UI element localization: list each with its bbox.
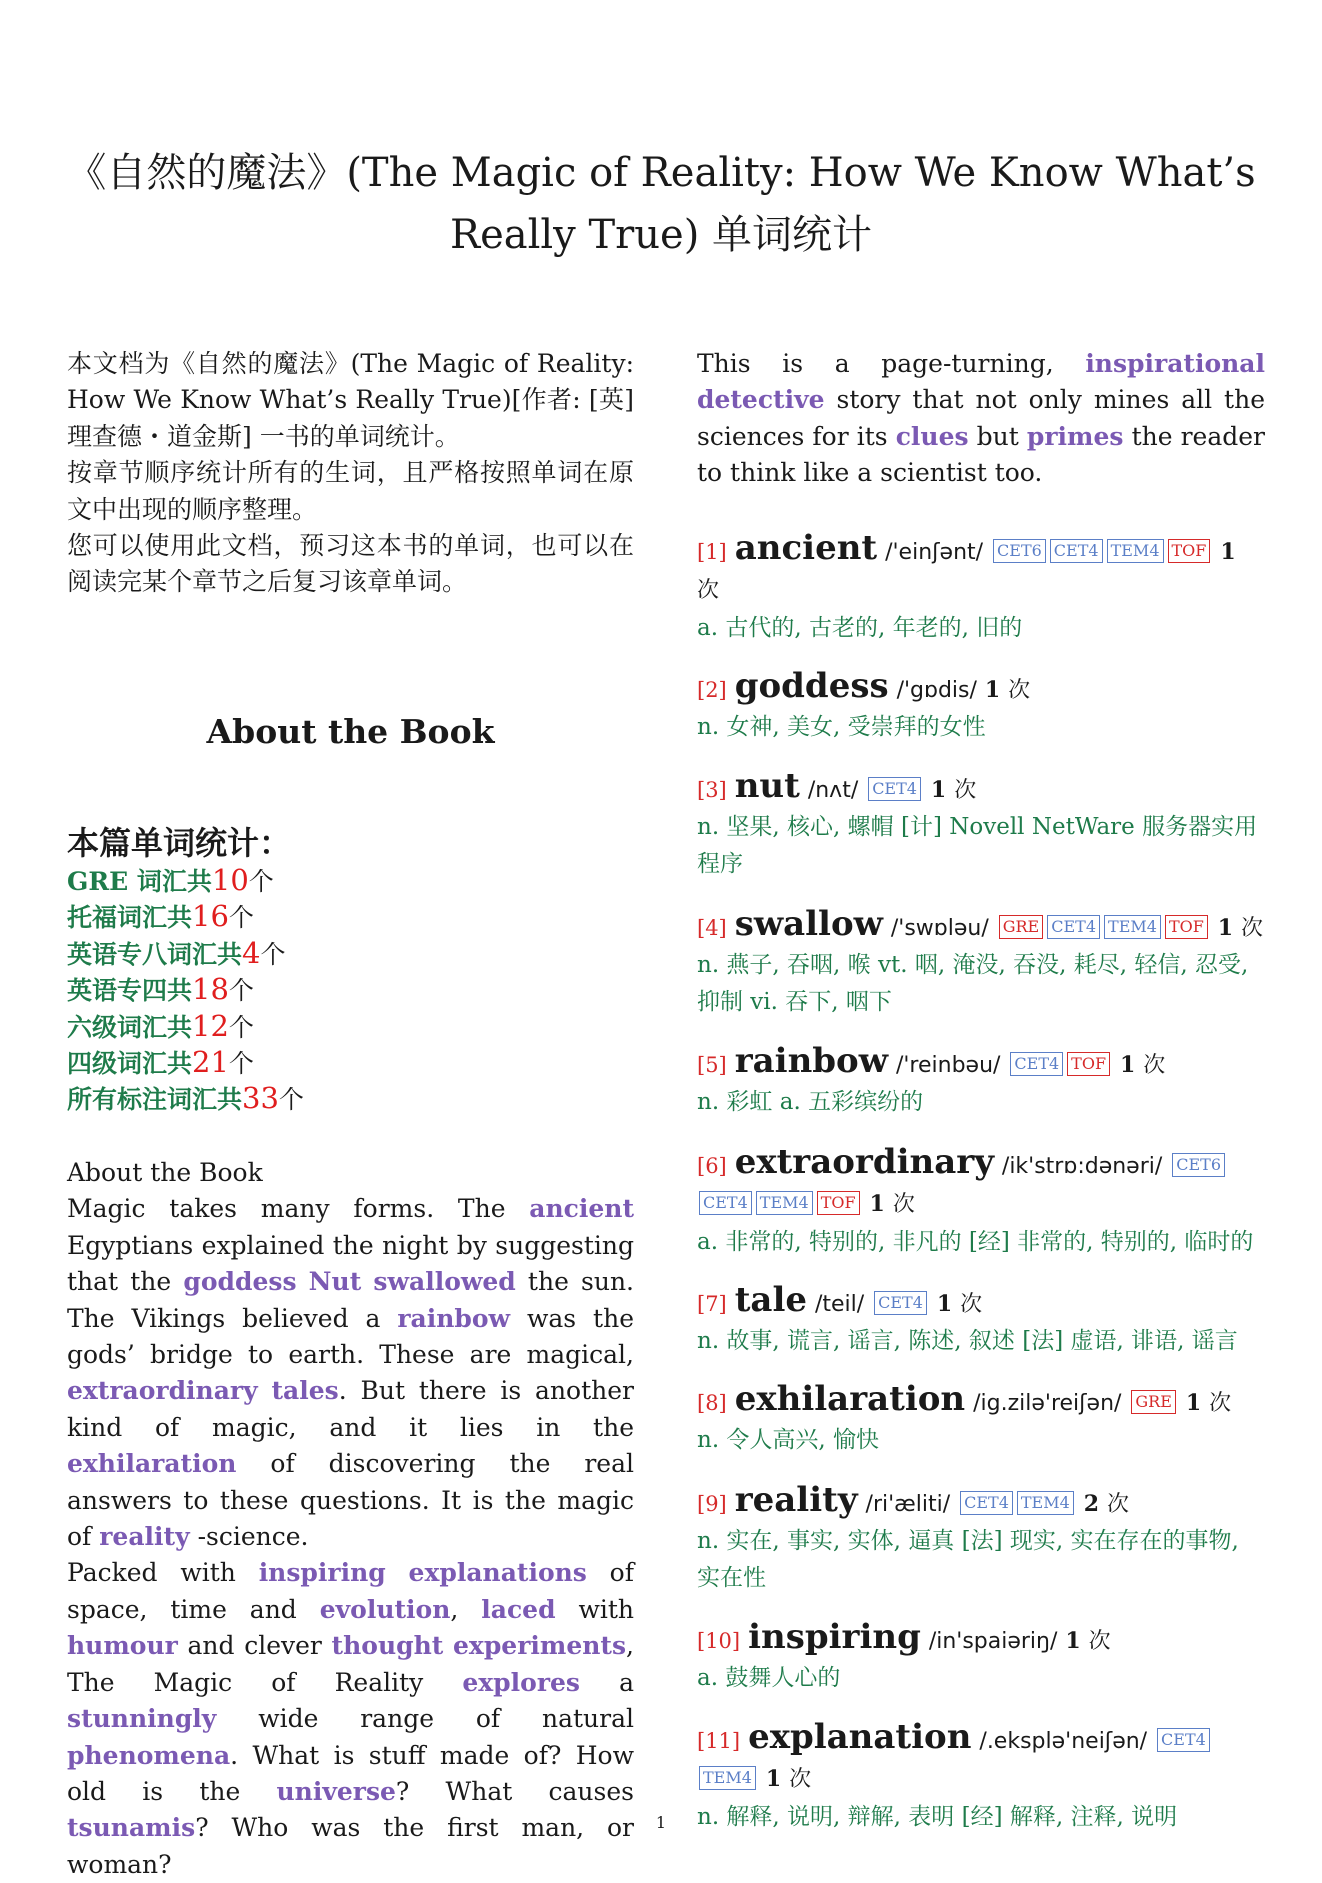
- entry-times-label: 次: [1008, 678, 1031, 703]
- exam-tag-badge: CET4: [1047, 915, 1100, 939]
- entry-word: ancient: [734, 528, 878, 568]
- highlighted-word: universe: [276, 1776, 396, 1806]
- text-run: wide range of natural: [216, 1704, 634, 1734]
- vocab-entry-head: [697, 1282, 1265, 1323]
- entry-definition: n. 燕子, 吞咽, 喉 vt. 咽, 淹没, 吞没, 耗尽, 轻信, 忍受, 抑制 vi. 吞下, 咽下: [697, 952, 1249, 1015]
- text-run: the reader to think like a scientist too.: [697, 421, 1265, 488]
- exam-tag-badge: CET4: [1157, 1728, 1210, 1752]
- text-run: ? Who was the first man, or woman?: [67, 1813, 634, 1879]
- entry-count: 1: [1220, 539, 1236, 565]
- text-run: of space, time and: [67, 1558, 634, 1624]
- entry-phonetic: /in'spaiəriŋ/: [928, 1629, 1058, 1654]
- entry-index: [6]: [697, 1154, 727, 1178]
- entry-definition: n. 坚果, 核心, 螺帽 [计] Novell NetWare 服务器实用程序: [697, 814, 1258, 877]
- entry-index: [11]: [697, 1729, 741, 1753]
- vocab-entry: [697, 1144, 1265, 1260]
- entry-count: 1: [930, 777, 947, 803]
- entry-phonetic: /ri'æliti/: [865, 1492, 951, 1517]
- text-run: . What is stuff made of? How old is the: [67, 1740, 634, 1806]
- vocab-entry-head: [697, 530, 1265, 610]
- entry-word: exhilaration: [734, 1379, 966, 1419]
- body-heading: About the Book: [67, 1158, 263, 1187]
- page-number: 1: [655, 1813, 667, 1832]
- entry-index: [9]: [697, 1492, 727, 1516]
- entry-phonetic: /.eksplə'neiʃən/: [979, 1729, 1148, 1754]
- stat-label: 四级词汇共: [67, 1048, 193, 1078]
- body-paragraph-1: [67, 1191, 634, 1555]
- entry-definition: n. 解释, 说明, 辩解, 表明 [经] 解释, 注释, 说明: [697, 1803, 1178, 1830]
- intro-line-3: 您可以使用此文档，预习这本书的单词，也可以在阅读完某个章节之后复习该章单词。: [67, 531, 634, 597]
- entry-times-label: 次: [789, 1767, 812, 1793]
- entry-times-label: 次: [1107, 1492, 1130, 1517]
- entry-times-label: 次: [954, 778, 977, 803]
- entry-definition: n. 彩虹 a. 五彩缤纷的: [697, 1089, 924, 1116]
- stat-num: 10: [211, 863, 249, 897]
- vocab-entry-head: [697, 906, 1265, 947]
- stat-unit: 个: [248, 867, 274, 896]
- entry-index: [3]: [697, 778, 727, 802]
- text-run: [386, 1558, 409, 1587]
- about-heading: About the Book: [206, 712, 495, 751]
- vocab-entry-head: [697, 1719, 1265, 1799]
- vocab-entry: [697, 768, 1265, 882]
- entry-word: inspiring: [748, 1617, 921, 1657]
- text-run: Egyptians explained the night by suggesting that the: [67, 1230, 634, 1297]
- right-intro: [697, 346, 1265, 492]
- right-intro-paragraph: [697, 346, 1265, 492]
- stat-label: 托福词汇共: [67, 903, 193, 933]
- intro-block: [67, 346, 634, 601]
- stat-unit: 个: [228, 976, 254, 1006]
- highlighted-word: primes: [1026, 421, 1124, 451]
- entry-word: swallow: [734, 904, 883, 944]
- vocab-entry-head: [697, 1381, 1265, 1422]
- exam-tag-badge: CET4: [960, 1491, 1013, 1515]
- text-run: . But there is another kind of magic, and it lies in the: [67, 1376, 634, 1442]
- book-description: [67, 1155, 634, 1883]
- entry-index: [4]: [697, 916, 727, 940]
- exam-tag-badge: TEM4: [756, 1191, 813, 1215]
- vocab-entry: [697, 1381, 1265, 1459]
- vocab-entry: [697, 906, 1265, 1020]
- highlighted-word: goddess: [183, 1267, 297, 1297]
- exam-tag-badge: CET4: [1050, 539, 1103, 563]
- highlighted-word: stunningly: [67, 1704, 217, 1734]
- entry-times-label: 次: [892, 1192, 915, 1218]
- stat-num: 18: [192, 972, 229, 1007]
- exam-tag-badge: TEM4: [1104, 915, 1161, 939]
- text-run: -science.: [189, 1522, 309, 1552]
- exam-tag-badge: CET4: [874, 1291, 927, 1315]
- text-run: of discovering the real answers to these questions. It is the magic of: [67, 1449, 634, 1552]
- stat-line: [67, 1080, 304, 1116]
- highlighted-word: tsunamis: [67, 1813, 196, 1843]
- stat-label: 六级词汇共: [67, 1012, 193, 1042]
- entry-count: 1: [765, 1766, 782, 1793]
- entry-count: 1: [1217, 915, 1234, 941]
- exam-tag-badge: TOF: [1165, 915, 1208, 939]
- text-run: [258, 1376, 272, 1405]
- highlighted-word: rainbow: [397, 1303, 511, 1333]
- entry-word: explanation: [748, 1717, 972, 1757]
- highlighted-word: Nut: [308, 1267, 362, 1297]
- entry-definition: n. 实在, 事实, 实体, 逼真 [法] 现实, 实在存在的事物, 实在性: [697, 1528, 1239, 1591]
- vocab-entry: [697, 530, 1265, 646]
- exam-tag-badge: TOF: [817, 1191, 860, 1215]
- highlighted-word: tales: [271, 1376, 339, 1406]
- highlighted-word: explores: [462, 1667, 580, 1697]
- entry-count: 1: [1185, 1390, 1202, 1416]
- vocab-entry: [697, 1482, 1265, 1596]
- entry-index: [1]: [697, 540, 727, 564]
- entry-word: rainbow: [734, 1041, 889, 1081]
- entry-phonetic: /ik'strɒ:dənəri/: [1001, 1154, 1163, 1179]
- entry-word: tale: [734, 1280, 807, 1320]
- stat-line: [67, 862, 304, 898]
- entry-definition: n. 女神, 美女, 受崇拜的女性: [697, 714, 986, 741]
- text-run: [443, 1631, 453, 1660]
- exam-tag-badge: CET6: [993, 539, 1046, 563]
- text-run: , The Magic of Reality: [67, 1631, 634, 1697]
- vocab-entry-head: [697, 768, 1265, 809]
- text-run: and clever: [177, 1631, 332, 1661]
- page-title: 《自然的魔法》(The Magic of Reality: How We Know What’s Really True) 单词统计: [66, 150, 1256, 258]
- stat-label: 英语专八词汇共: [67, 939, 243, 969]
- stat-unit: 个: [228, 1048, 254, 1078]
- text-run: story that not only mines all the sciences for its: [697, 385, 1265, 451]
- entry-index: [8]: [697, 1391, 727, 1415]
- highlighted-word: experiments: [453, 1631, 627, 1661]
- entry-definition: a. 非常的, 特别的, 非凡的 [经] 非常的, 特别的, 临时的: [697, 1228, 1254, 1255]
- stat-label: 英语专四共: [67, 976, 193, 1006]
- stat-num: 33: [242, 1081, 279, 1116]
- body-paragraph-2: [67, 1555, 634, 1883]
- entry-phonetic: /teil/: [814, 1292, 865, 1317]
- entry-index: [7]: [697, 1292, 727, 1316]
- stat-label: 所有标注词汇共: [67, 1085, 243, 1115]
- exam-tag-badge: TEM4: [1017, 1491, 1074, 1515]
- entry-index: [2]: [697, 678, 727, 702]
- entry-index: [5]: [697, 1053, 727, 1077]
- entry-definition: n. 令人高兴, 愉快: [697, 1427, 880, 1454]
- text-run: a: [580, 1667, 634, 1697]
- entry-count: 1: [984, 677, 1001, 703]
- highlighted-word: laced: [481, 1594, 556, 1624]
- text-run: Magic takes many forms. The: [67, 1194, 530, 1224]
- highlighted-word: reality: [99, 1522, 190, 1552]
- highlighted-word: detective: [697, 385, 825, 415]
- stat-unit: 个: [228, 903, 254, 933]
- exam-tag-badge: CET4: [1010, 1052, 1063, 1076]
- highlighted-word: ancient: [529, 1194, 634, 1224]
- intro-line-2: 按章节顺序统计所有的生词，且严格按照单词在原文中出现的顺序整理。: [67, 458, 634, 524]
- entry-times-label: 次: [1143, 1053, 1166, 1078]
- entry-phonetic: /'einʃənt/: [885, 540, 984, 565]
- highlighted-word: swallowed: [373, 1267, 516, 1297]
- entry-index: [10]: [697, 1629, 741, 1653]
- highlighted-word: explanations: [408, 1558, 587, 1588]
- highlighted-word: exhilaration: [67, 1449, 237, 1479]
- stat-num: 4: [242, 935, 261, 970]
- highlighted-word: evolution: [319, 1594, 451, 1624]
- text-run: was the gods’ bridge to earth. These are magical,: [67, 1303, 634, 1370]
- stat-num: 16: [192, 899, 229, 934]
- entry-count: 2: [1083, 1491, 1100, 1517]
- stat-label: GRE 词汇共: [67, 867, 212, 896]
- entry-phonetic: /'reinbəu/: [895, 1053, 1001, 1078]
- text-run: with: [555, 1594, 634, 1624]
- entry-times-label: 次: [1088, 1629, 1111, 1654]
- entry-count: 1: [869, 1191, 885, 1218]
- entry-count: 1: [1065, 1628, 1081, 1654]
- vocab-entry: [697, 1619, 1265, 1697]
- entry-phonetic: /ig.zilə'reiʃən/: [973, 1391, 1122, 1416]
- text-run: the sun. The Vikings believed a: [67, 1267, 634, 1333]
- entry-word: goddess: [734, 666, 889, 706]
- exam-tag-badge: TOF: [1067, 1052, 1110, 1076]
- vocab-entry: [697, 1282, 1265, 1360]
- entry-phonetic: /'swɒləu/: [890, 916, 989, 941]
- text-run: This is a page-turning,: [697, 349, 1086, 378]
- entry-definition: a. 鼓舞人心的: [697, 1665, 841, 1692]
- vocab-entry-head: [697, 1144, 1265, 1224]
- exam-tag-badge: CET4: [868, 777, 921, 801]
- entry-times-label: 次: [960, 1292, 983, 1317]
- stat-line: [67, 1008, 304, 1044]
- stat-line: [67, 898, 304, 934]
- intro-line-1: 本文档为《自然的魔法》(The Magic of Reality: How We Know What’s Really True)[作者: [英] 理查德・道金斯] 一书的单词统计。: [67, 349, 634, 451]
- entry-phonetic: /'gɒdis/: [896, 678, 977, 703]
- stats-title: 本篇单词统计：: [67, 824, 292, 862]
- exam-tag-badge: GRE: [1131, 1390, 1176, 1414]
- entry-definition: a. 古代的, 古老的, 年老的, 旧的: [697, 614, 1023, 641]
- text-run: [297, 1267, 309, 1296]
- stat-line: [67, 935, 304, 971]
- vocab-entry-head: [697, 1482, 1265, 1523]
- stats-list: [67, 862, 304, 1117]
- stat-line: [67, 1044, 304, 1080]
- entry-definition: n. 故事, 谎言, 谣言, 陈述, 叙述 [法] 虚语, 诽语, 谣言: [697, 1328, 1238, 1355]
- exam-tag-badge: CET6: [1172, 1153, 1225, 1177]
- exam-tag-badge: TEM4: [1107, 539, 1164, 563]
- stat-unit: 个: [278, 1085, 304, 1115]
- stat-unit: 个: [228, 1012, 254, 1042]
- stat-num: 21: [192, 1044, 229, 1079]
- highlighted-word: extraordinary: [67, 1376, 258, 1406]
- highlighted-word: humour: [67, 1631, 178, 1661]
- text-run: ,: [450, 1594, 482, 1624]
- exam-tag-badge: TEM4: [699, 1766, 756, 1790]
- exam-tag-badge: TOF: [1168, 539, 1211, 563]
- entry-times-label: 次: [1209, 1391, 1232, 1416]
- vocab-entry: [697, 1043, 1265, 1121]
- exam-tag-badge: GRE: [999, 915, 1044, 939]
- entry-times-label: 次: [1241, 916, 1264, 941]
- entry-word: extraordinary: [734, 1142, 994, 1182]
- vocab-entry-head: [697, 1619, 1265, 1660]
- text-run: Packed with: [67, 1558, 259, 1588]
- entry-count: 1: [936, 1291, 953, 1317]
- entry-phonetic: /nʌt/: [807, 778, 859, 803]
- highlighted-word: inspiring: [258, 1558, 386, 1588]
- text-run: but: [968, 421, 1027, 451]
- entry-word: nut: [734, 766, 800, 806]
- stat-num: 12: [192, 1008, 229, 1043]
- highlighted-word: clues: [895, 421, 969, 451]
- text-run: [361, 1267, 373, 1296]
- stat-line: [67, 971, 304, 1007]
- vocab-entry: [697, 668, 1265, 746]
- exam-tag-badge: CET4: [699, 1191, 752, 1215]
- entry-times-label: 次: [697, 578, 720, 604]
- vocab-entry-head: [697, 1043, 1265, 1084]
- highlighted-word: inspirational: [1085, 349, 1265, 378]
- vocab-entry-head: [697, 668, 1265, 709]
- stat-unit: 个: [260, 939, 286, 969]
- highlighted-word: thought: [331, 1631, 444, 1661]
- entry-count: 1: [1120, 1052, 1136, 1078]
- highlighted-word: phenomena: [67, 1740, 231, 1770]
- entry-word: reality: [734, 1480, 858, 1520]
- text-run: ? What causes: [395, 1776, 634, 1806]
